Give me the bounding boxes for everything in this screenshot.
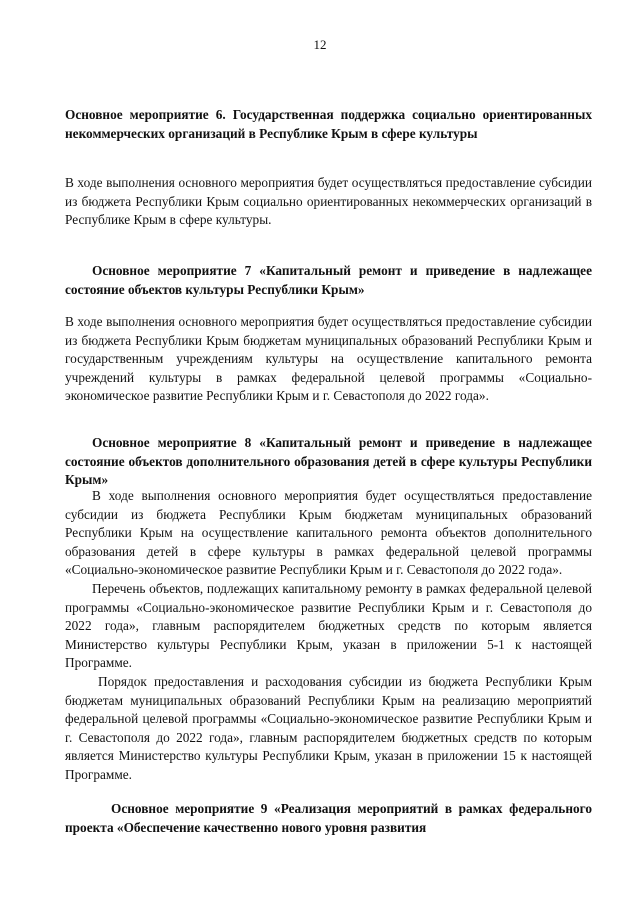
section-9-heading-block: [65, 800, 592, 837]
section-8-heading: Основное мероприятие 8 «Капитальный ремонт и приведение в надлежащее состояние объектов дополнительного образования детей в сфере культуры Республики Крым»: [65, 435, 592, 488]
section-9-heading: Основное мероприятие 9 «Реализация мероприятий в рамках федерального проекта «Обеспечение качественно нового уровня развития: [65, 801, 592, 835]
section-7-body: [65, 313, 592, 406]
section-8-paragraph-2: Перечень объектов, подлежащих капитальному ремонту в рамках федеральной целевой программы «Социально-экономическое развитие Республики Крым и г. Севастополя до 2022 года», главным распорядителем бюджетных средств по которым является Министерство культуры Республики Крым, указан в приложении 5-1 к настоящей Программе.: [65, 580, 592, 671]
section-6-heading: Основное мероприятие 6. Государственная поддержка социально ориентированных некоммерческих организаций в Республике Крым в сфере культуры: [65, 107, 592, 141]
section-7-heading-block: [65, 262, 592, 299]
section-8-paragraph-1: В ходе выполнения основного мероприятия будет осуществляться предоставление субсидии из бюджета Республики Крым бюджетам муниципальных образований Республики Крым на осуществление капитального ремонта объектов дополнительного образования детей в сфере культуры в рамках федеральной целевой программы «Социально-экономическое развитие Республики Крым и г. Севастополя до 2022 года».: [65, 488, 592, 578]
section-6-heading-block: [65, 106, 592, 143]
section-8-paragraph-3: Порядок предоставления и расходования субсидии из бюджета Республики Крым бюджетам муниципальных образований Республики Крым на реализацию мероприятий федеральной целевой программы «Социально-экономическое развитие Республики Крым и г. Севастополя до 2022 года», главным распорядителем бюджетных средств по которым является Министерство культуры Республики Крым, указан в приложении 15 к настоящей Программе.: [65, 673, 592, 782]
section-7-heading: Основное мероприятие 7 «Капитальный ремонт и приведение в надлежащее состояние объектов культуры Республики Крым»: [65, 263, 592, 297]
page-number: 12: [313, 37, 327, 52]
section-6-body: [65, 174, 592, 230]
section-7-paragraph: В ходе выполнения основного мероприятия будет осуществляться предоставление субсидии из бюджета Республики Крым бюджетам муниципальных образований Республики Крым и государственным учреждениям культуры на осуществление капитального ремонта учреждений культуры в рамках федеральной целевой программы «Социально-экономическое развитие Республики Крым и г. Севастополя до 2022 года».: [65, 314, 592, 404]
section-8-heading-block: [65, 434, 592, 490]
section-6-paragraph: В ходе выполнения основного мероприятия будет осуществляться предоставление субсидии из бюджета Республики Крым социально ориентированных некоммерческих организаций в Республике Крым в сфере культуры.: [65, 175, 592, 228]
section-8-body: [65, 487, 592, 785]
